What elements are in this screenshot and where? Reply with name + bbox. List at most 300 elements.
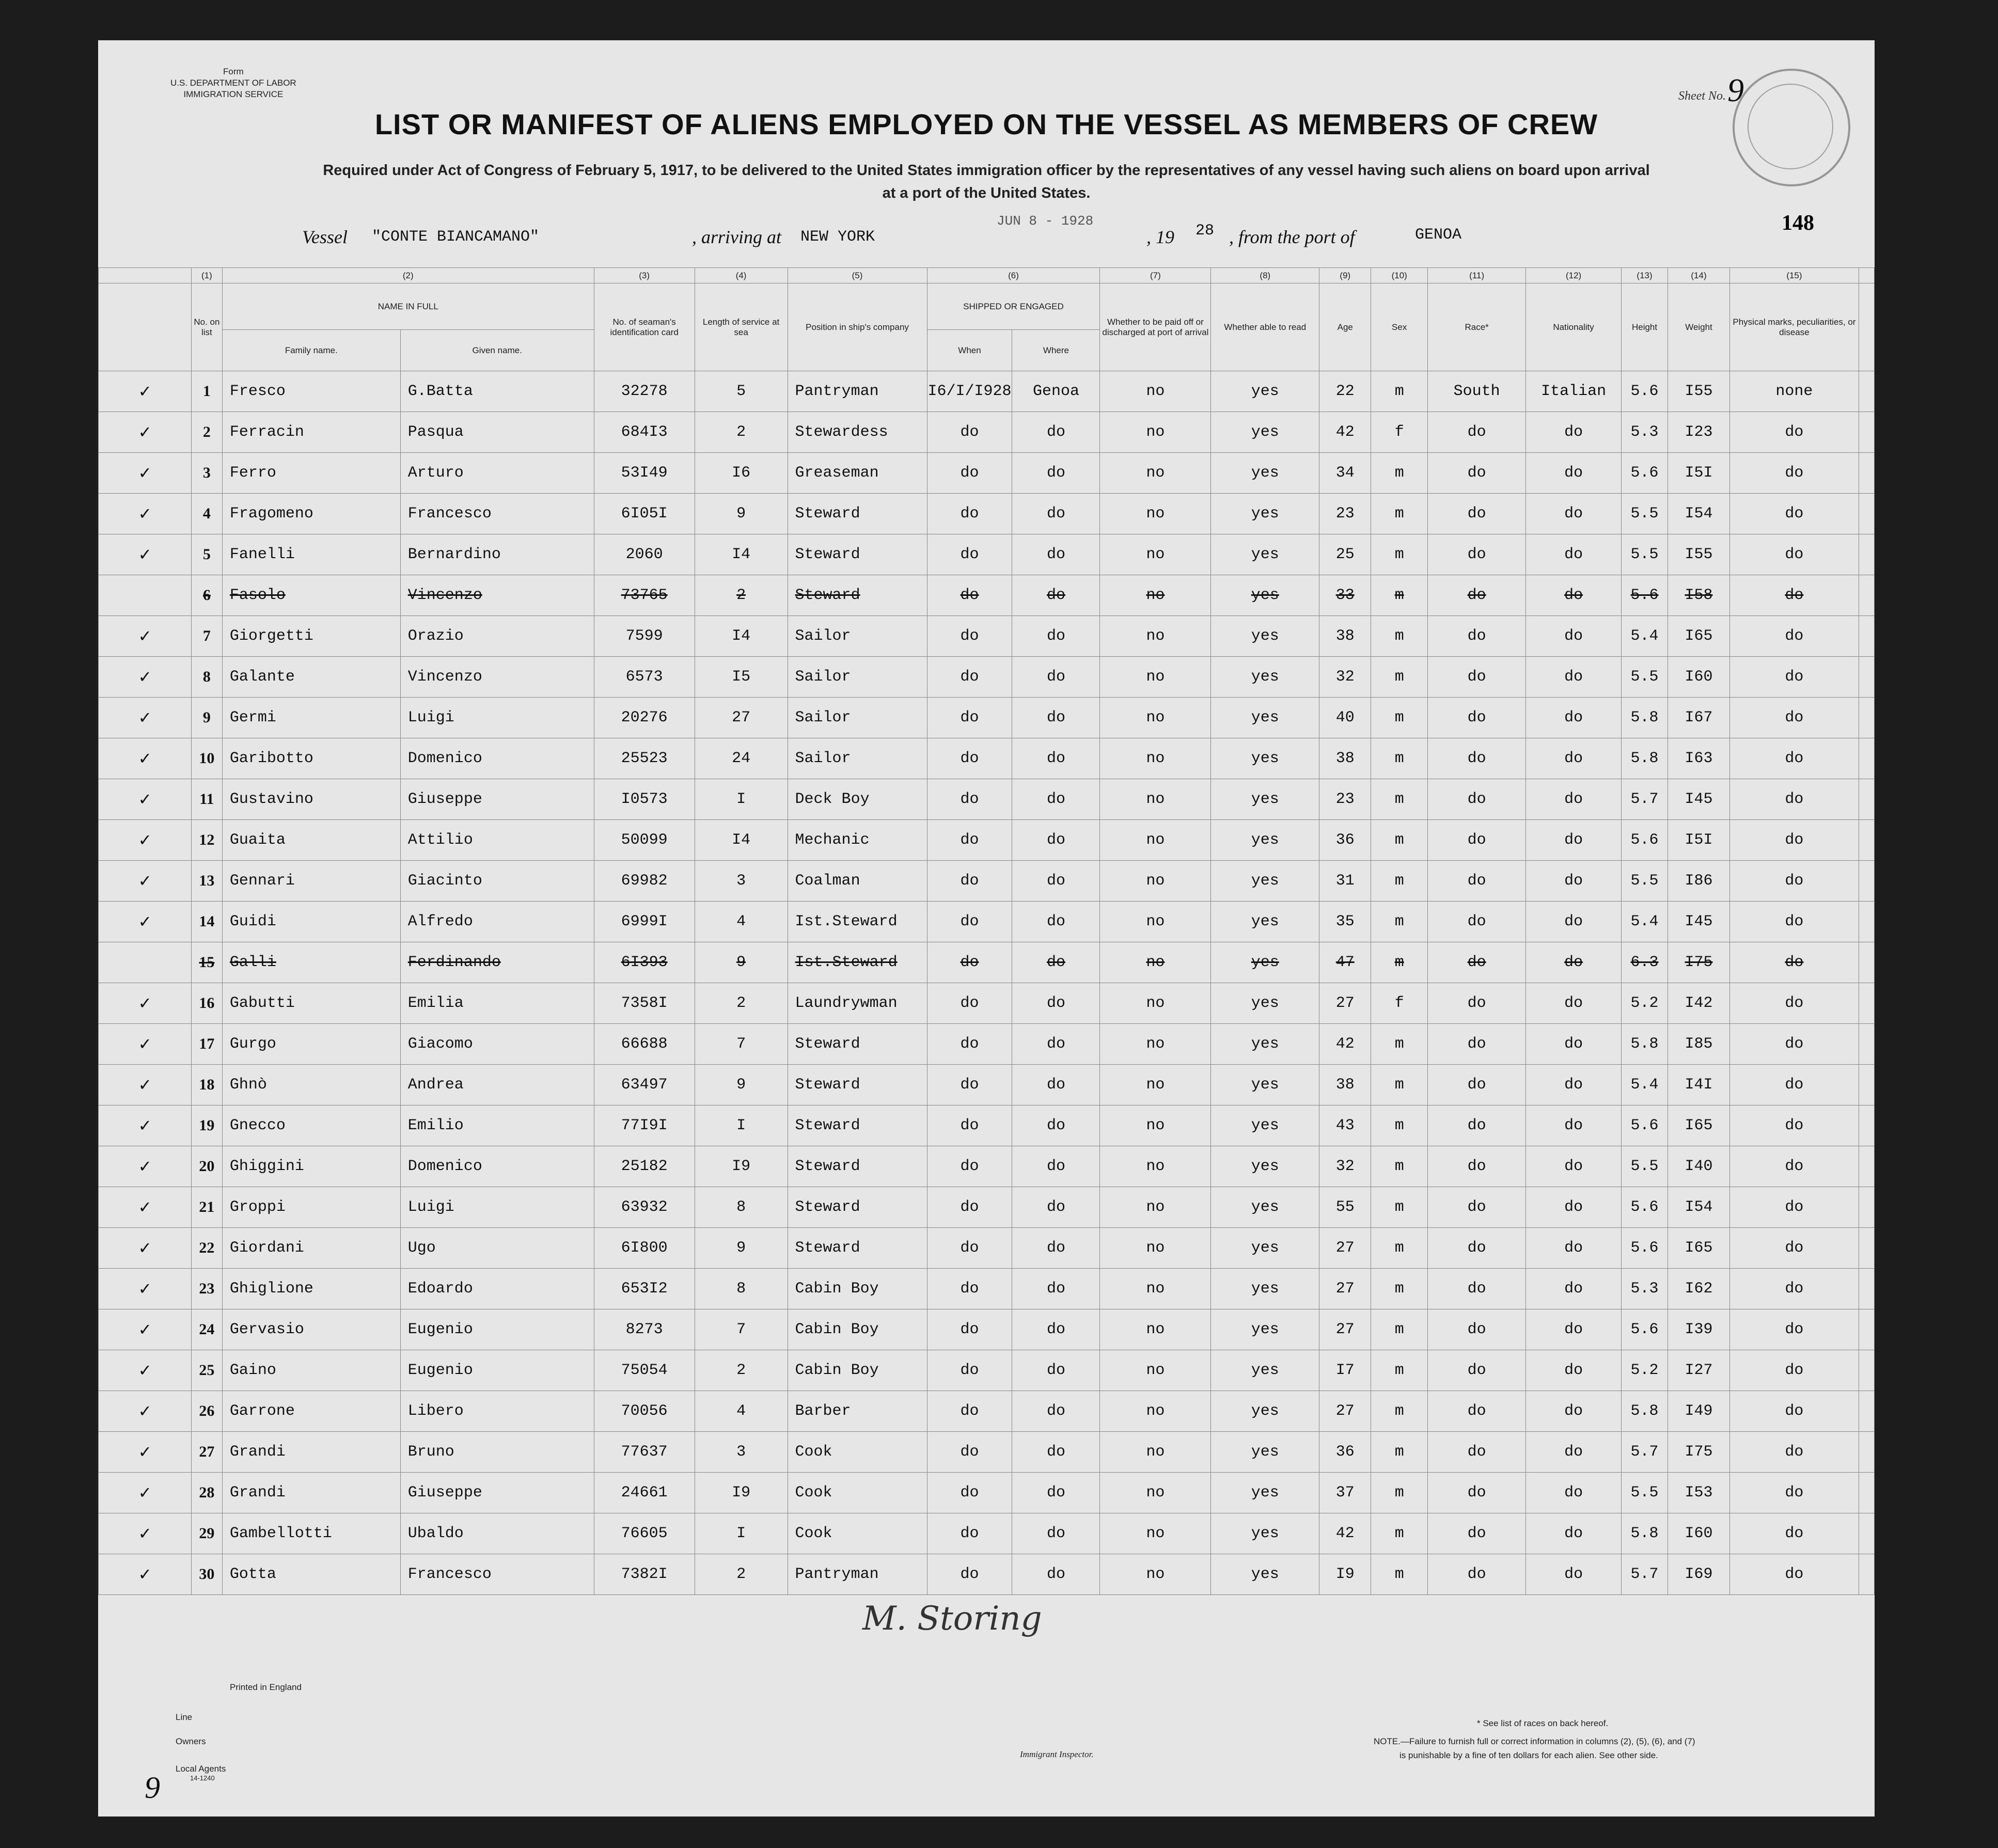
shipped-where: do: [1012, 942, 1100, 983]
id-card-number: 684I3: [594, 412, 695, 453]
check-mark: ✓: [99, 534, 192, 575]
age: 38: [1319, 1065, 1371, 1105]
service-length: 3: [695, 1432, 788, 1473]
paid-off: no: [1100, 1473, 1211, 1513]
shipped-where: do: [1012, 861, 1100, 902]
service-length: 4: [695, 902, 788, 942]
check-mark: ✓: [99, 1228, 192, 1269]
given-name: Vincenzo: [400, 575, 594, 616]
ship-position: Sailor: [788, 657, 927, 698]
able-to-read: yes: [1211, 1391, 1319, 1432]
shipped-when: do: [927, 738, 1012, 779]
paid-off: no: [1100, 1350, 1211, 1391]
given-name: Eugenio: [400, 1309, 594, 1350]
shipped-where: do: [1012, 1065, 1100, 1105]
check-mark: ✓: [99, 902, 192, 942]
given-name: Edoardo: [400, 1269, 594, 1309]
weight: I4I: [1668, 1065, 1730, 1105]
row-number: 3: [191, 453, 222, 494]
given-name: Andrea: [400, 1065, 594, 1105]
id-card-number: 66688: [594, 1024, 695, 1065]
col-name-in-full: NAME IN FULL: [222, 283, 594, 330]
shipped-when: I6/I/I928: [927, 371, 1012, 412]
shipped-where: do: [1012, 1554, 1100, 1595]
id-card-number: 6I393: [594, 942, 695, 983]
family-name: Fresco: [222, 371, 400, 412]
age: 27: [1319, 1228, 1371, 1269]
given-name: Luigi: [400, 1187, 594, 1228]
paid-off: no: [1100, 1432, 1211, 1473]
col-race: Race*: [1428, 283, 1526, 371]
department-label: U.S. DEPARTMENT OF LABOR: [170, 78, 296, 88]
given-name: Francesco: [400, 494, 594, 534]
able-to-read: yes: [1211, 698, 1319, 738]
service-length: 9: [695, 1065, 788, 1105]
sex: f: [1371, 412, 1428, 453]
race: do: [1428, 902, 1526, 942]
height: 5.3: [1622, 412, 1668, 453]
ship-position: Steward: [788, 575, 927, 616]
paid-off: no: [1100, 861, 1211, 902]
given-name: Alfredo: [400, 902, 594, 942]
height: 5.4: [1622, 616, 1668, 657]
given-name: Libero: [400, 1391, 594, 1432]
id-card-number: 6I05I: [594, 494, 695, 534]
sex: m: [1371, 575, 1428, 616]
family-name: Gurgo: [222, 1024, 400, 1065]
page-number: 148: [1782, 211, 1814, 235]
service-length: 2: [695, 1554, 788, 1595]
age: 38: [1319, 616, 1371, 657]
able-to-read: yes: [1211, 1350, 1319, 1391]
paid-off: no: [1100, 616, 1211, 657]
nationality: do: [1526, 1065, 1622, 1105]
printed-label: Printed in England: [230, 1682, 302, 1692]
table-row: [99, 1269, 1875, 1309]
id-card-number: I0573: [594, 779, 695, 820]
shipped-where: do: [1012, 902, 1100, 942]
check-mark: ✓: [99, 1473, 192, 1513]
physical-marks: do: [1729, 1473, 1859, 1513]
check-mark: ✓: [99, 1024, 192, 1065]
id-card-number: 73765: [594, 575, 695, 616]
from-port-label: , from the port of: [1229, 227, 1355, 247]
height: 5.6: [1622, 453, 1668, 494]
able-to-read: yes: [1211, 1432, 1319, 1473]
row-number: 13: [191, 861, 222, 902]
row-number: 22: [191, 1228, 222, 1269]
family-name: Fanelli: [222, 534, 400, 575]
table-row: [99, 1228, 1875, 1269]
row-number: 5: [191, 534, 222, 575]
sheet-label: Sheet No.: [1678, 89, 1726, 103]
family-name: Garibotto: [222, 738, 400, 779]
row-number: 14: [191, 902, 222, 942]
sex: m: [1371, 1228, 1428, 1269]
able-to-read: yes: [1211, 902, 1319, 942]
shipped-when: do: [927, 1024, 1012, 1065]
shipped-where: do: [1012, 1228, 1100, 1269]
race: do: [1428, 1432, 1526, 1473]
age: 23: [1319, 779, 1371, 820]
shipped-where: do: [1012, 1269, 1100, 1309]
shipped-where: do: [1012, 1432, 1100, 1473]
col-paid-off: Whether to be paid off or discharged at port of arrival: [1100, 283, 1211, 371]
able-to-read: yes: [1211, 371, 1319, 412]
race: do: [1428, 1105, 1526, 1146]
able-to-read: yes: [1211, 1187, 1319, 1228]
race: do: [1428, 1187, 1526, 1228]
table-row: [99, 1432, 1875, 1473]
sex: m: [1371, 1309, 1428, 1350]
age: 32: [1319, 657, 1371, 698]
weight: I54: [1668, 494, 1730, 534]
check-mark: ✓: [99, 1269, 192, 1309]
family-name: Gaino: [222, 1350, 400, 1391]
physical-marks: do: [1729, 1269, 1859, 1309]
page-title: LIST OR MANIFEST OF ALIENS EMPLOYED ON THE VESSEL AS MEMBERS OF CREW: [374, 108, 1598, 140]
row-number: 9: [191, 698, 222, 738]
id-card-number: 75054: [594, 1350, 695, 1391]
paid-off: no: [1100, 902, 1211, 942]
form-label: Form: [223, 67, 244, 76]
race: do: [1428, 534, 1526, 575]
col-number: (8): [1211, 268, 1319, 283]
shipped-where: do: [1012, 494, 1100, 534]
able-to-read: yes: [1211, 412, 1319, 453]
paid-off: no: [1100, 738, 1211, 779]
height: 5.8: [1622, 1513, 1668, 1554]
table-row: [99, 820, 1875, 861]
given-name: Emilia: [400, 983, 594, 1024]
given-name: Pasqua: [400, 412, 594, 453]
check-mark: ✓: [99, 1146, 192, 1187]
weight: I39: [1668, 1309, 1730, 1350]
shipped-where: do: [1012, 534, 1100, 575]
note-line-2: is punishable by a fine of ten dollars for each alien. See other side.: [1399, 1750, 1658, 1760]
race: do: [1428, 738, 1526, 779]
table-row: [99, 1146, 1875, 1187]
family-name: Ghiglione: [222, 1269, 400, 1309]
ship-position: Stewardess: [788, 412, 927, 453]
shipped-where: do: [1012, 1350, 1100, 1391]
service-length: I4: [695, 616, 788, 657]
family-name: Giordani: [222, 1228, 400, 1269]
table-row: [99, 1105, 1875, 1146]
weight: I53: [1668, 1473, 1730, 1513]
row-number: 20: [191, 1146, 222, 1187]
height: 5.6: [1622, 820, 1668, 861]
col-shipped: SHIPPED OR ENGAGED: [927, 283, 1100, 330]
form-identifier: [170, 66, 296, 100]
sex: m: [1371, 1105, 1428, 1146]
physical-marks: do: [1729, 698, 1859, 738]
physical-marks: do: [1729, 820, 1859, 861]
shipped-when: do: [927, 1350, 1012, 1391]
weight: I5I: [1668, 453, 1730, 494]
ship-position: Cook: [788, 1513, 927, 1554]
ship-position: Steward: [788, 1146, 927, 1187]
shipped-when: do: [927, 1513, 1012, 1554]
able-to-read: yes: [1211, 1269, 1319, 1309]
able-to-read: yes: [1211, 861, 1319, 902]
weight: I55: [1668, 534, 1730, 575]
col-family-name: Family name.: [222, 330, 400, 371]
table-row: [99, 698, 1875, 738]
weight: I65: [1668, 1228, 1730, 1269]
weight: I63: [1668, 738, 1730, 779]
nationality: do: [1526, 738, 1622, 779]
race: do: [1428, 1024, 1526, 1065]
table-row: [99, 1513, 1875, 1554]
sex: m: [1371, 861, 1428, 902]
shipped-when: do: [927, 1065, 1012, 1105]
sex: m: [1371, 1391, 1428, 1432]
table-row: [99, 657, 1875, 698]
paid-off: no: [1100, 534, 1211, 575]
physical-marks: do: [1729, 861, 1859, 902]
arriving-label: , arriving at: [692, 227, 782, 247]
service-length: 3: [695, 861, 788, 902]
nationality: do: [1526, 1105, 1622, 1146]
col-age: Age: [1319, 283, 1371, 371]
row-number: 28: [191, 1473, 222, 1513]
able-to-read: yes: [1211, 1309, 1319, 1350]
given-name: Domenico: [400, 738, 594, 779]
col-number: (12): [1526, 268, 1622, 283]
ship-position: Steward: [788, 494, 927, 534]
table-row: [99, 902, 1875, 942]
row-number: 30: [191, 1554, 222, 1595]
check-mark: ✓: [99, 1065, 192, 1105]
nationality: do: [1526, 453, 1622, 494]
col-when: When: [927, 330, 1012, 371]
id-card-number: 69982: [594, 861, 695, 902]
age: 27: [1319, 983, 1371, 1024]
given-name: Giacinto: [400, 861, 594, 902]
nationality: do: [1526, 1309, 1622, 1350]
family-name: Ferracin: [222, 412, 400, 453]
nationality: do: [1526, 1554, 1622, 1595]
shipped-when: do: [927, 616, 1012, 657]
shipped-where: do: [1012, 1513, 1100, 1554]
col-nationality: Nationality: [1526, 283, 1622, 371]
physical-marks: do: [1729, 1228, 1859, 1269]
id-card-number: 8273: [594, 1309, 695, 1350]
nationality: do: [1526, 698, 1622, 738]
age: 42: [1319, 1513, 1371, 1554]
weight: I86: [1668, 861, 1730, 902]
vessel-label: Vessel: [302, 227, 348, 247]
race: South: [1428, 371, 1526, 412]
weight: I65: [1668, 1105, 1730, 1146]
crew-rows: [99, 371, 1875, 1595]
height: 5.5: [1622, 1146, 1668, 1187]
shipped-where: do: [1012, 412, 1100, 453]
sex: m: [1371, 738, 1428, 779]
nationality: do: [1526, 1024, 1622, 1065]
able-to-read: yes: [1211, 1473, 1319, 1513]
shipped-when: do: [927, 820, 1012, 861]
age: 27: [1319, 1309, 1371, 1350]
race: do: [1428, 494, 1526, 534]
col-where: Where: [1012, 330, 1100, 371]
col-id-card: No. of seaman's identification card: [594, 283, 695, 371]
ship-position: Steward: [788, 1228, 927, 1269]
page-subtitle: Required under Act of Congress of February 5, 1917, to be delivered to the United States immigration officer by the representatives of any vessel having such aliens on board upon arrival at a port of the United States.: [323, 162, 1650, 201]
nationality: do: [1526, 412, 1622, 453]
shipped-when: do: [927, 575, 1012, 616]
shipped-when: do: [927, 534, 1012, 575]
check-mark: ✓: [99, 1350, 192, 1391]
row-number: 10: [191, 738, 222, 779]
physical-marks: do: [1729, 534, 1859, 575]
shipped-when: do: [927, 1228, 1012, 1269]
family-name: Gervasio: [222, 1309, 400, 1350]
race: do: [1428, 657, 1526, 698]
table-row: [99, 1187, 1875, 1228]
id-card-number: 24661: [594, 1473, 695, 1513]
age: I7: [1319, 1350, 1371, 1391]
able-to-read: yes: [1211, 1146, 1319, 1187]
nationality: do: [1526, 1228, 1622, 1269]
ship-position: Steward: [788, 534, 927, 575]
nationality: do: [1526, 902, 1622, 942]
weight: I75: [1668, 942, 1730, 983]
able-to-read: yes: [1211, 1228, 1319, 1269]
service-length: 9: [695, 1228, 788, 1269]
age: 32: [1319, 1146, 1371, 1187]
race: do: [1428, 983, 1526, 1024]
sex: m: [1371, 1432, 1428, 1473]
ship-position: Mechanic: [788, 820, 927, 861]
paid-off: no: [1100, 1269, 1211, 1309]
race: do: [1428, 1269, 1526, 1309]
given-name: Giuseppe: [400, 1473, 594, 1513]
able-to-read: yes: [1211, 1024, 1319, 1065]
col-number: (2): [222, 268, 594, 283]
weight: I62: [1668, 1269, 1730, 1309]
id-card-number: 7599: [594, 616, 695, 657]
id-card-number: 6999I: [594, 902, 695, 942]
race: do: [1428, 1554, 1526, 1595]
race: do: [1428, 616, 1526, 657]
physical-marks: do: [1729, 1350, 1859, 1391]
local-agents-label: Local Agents: [176, 1764, 226, 1774]
family-name: Gabutti: [222, 983, 400, 1024]
manifest-page: [98, 40, 1875, 1817]
shipped-when: do: [927, 698, 1012, 738]
service-length: 9: [695, 942, 788, 983]
height: 5.5: [1622, 657, 1668, 698]
age: 37: [1319, 1473, 1371, 1513]
row-number: 15: [191, 942, 222, 983]
height: 5.5: [1622, 1473, 1668, 1513]
given-name: Domenico: [400, 1146, 594, 1187]
ship-position: Deck Boy: [788, 779, 927, 820]
table-row: [99, 1554, 1875, 1595]
service-length: I4: [695, 820, 788, 861]
service-length: 9: [695, 494, 788, 534]
sex: m: [1371, 1473, 1428, 1513]
height: 5.3: [1622, 1269, 1668, 1309]
table-row: [99, 1024, 1875, 1065]
physical-marks: do: [1729, 657, 1859, 698]
weight: I23: [1668, 412, 1730, 453]
shipped-when: do: [927, 412, 1012, 453]
paid-off: no: [1100, 1309, 1211, 1350]
shipped-where: Genoa: [1012, 371, 1100, 412]
ship-position: Greaseman: [788, 453, 927, 494]
table-row: [99, 1473, 1875, 1513]
row-number: 24: [191, 1309, 222, 1350]
sex: m: [1371, 698, 1428, 738]
id-card-number: 6I800: [594, 1228, 695, 1269]
able-to-read: yes: [1211, 779, 1319, 820]
shipped-where: do: [1012, 575, 1100, 616]
shipped-when: do: [927, 1187, 1012, 1228]
ship-position: Cabin Boy: [788, 1309, 927, 1350]
race: do: [1428, 779, 1526, 820]
paid-off: no: [1100, 779, 1211, 820]
given-name: Ubaldo: [400, 1513, 594, 1554]
col-sex: Sex: [1371, 283, 1428, 371]
service-length: 2: [695, 575, 788, 616]
height: 6.3: [1622, 942, 1668, 983]
row-number: 26: [191, 1391, 222, 1432]
id-card-number: 20276: [594, 698, 695, 738]
sheet-number: 9: [1727, 72, 1744, 108]
col-number: (14): [1668, 268, 1730, 283]
table-row: [99, 779, 1875, 820]
weight: I60: [1668, 1513, 1730, 1554]
ship-position: Cabin Boy: [788, 1350, 927, 1391]
service-length: I4: [695, 534, 788, 575]
nationality: do: [1526, 1513, 1622, 1554]
nationality: do: [1526, 1187, 1622, 1228]
paid-off: no: [1100, 412, 1211, 453]
height: 5.4: [1622, 902, 1668, 942]
service-length: 4: [695, 1391, 788, 1432]
family-name: Gnecco: [222, 1105, 400, 1146]
able-to-read: yes: [1211, 494, 1319, 534]
family-name: Groppi: [222, 1187, 400, 1228]
shipped-when: do: [927, 1554, 1012, 1595]
nationality: do: [1526, 657, 1622, 698]
col-number: (9): [1319, 268, 1371, 283]
age: 43: [1319, 1105, 1371, 1146]
paid-off: no: [1100, 983, 1211, 1024]
col-position: Position in ship's company: [788, 283, 927, 371]
check-mark: ✓: [99, 412, 192, 453]
weight: I55: [1668, 371, 1730, 412]
service-length: I: [695, 779, 788, 820]
weight: I60: [1668, 657, 1730, 698]
shipped-when: do: [927, 779, 1012, 820]
check-mark: ✓: [99, 494, 192, 534]
ship-position: Sailor: [788, 698, 927, 738]
given-name: Luigi: [400, 698, 594, 738]
age: 22: [1319, 371, 1371, 412]
table-row: [99, 534, 1875, 575]
height: 5.7: [1622, 1432, 1668, 1473]
race: do: [1428, 412, 1526, 453]
nationality: do: [1526, 616, 1622, 657]
id-card-number: 77I9I: [594, 1105, 695, 1146]
row-number: 25: [191, 1350, 222, 1391]
given-name: Vincenzo: [400, 657, 594, 698]
id-card-number: 77637: [594, 1432, 695, 1473]
